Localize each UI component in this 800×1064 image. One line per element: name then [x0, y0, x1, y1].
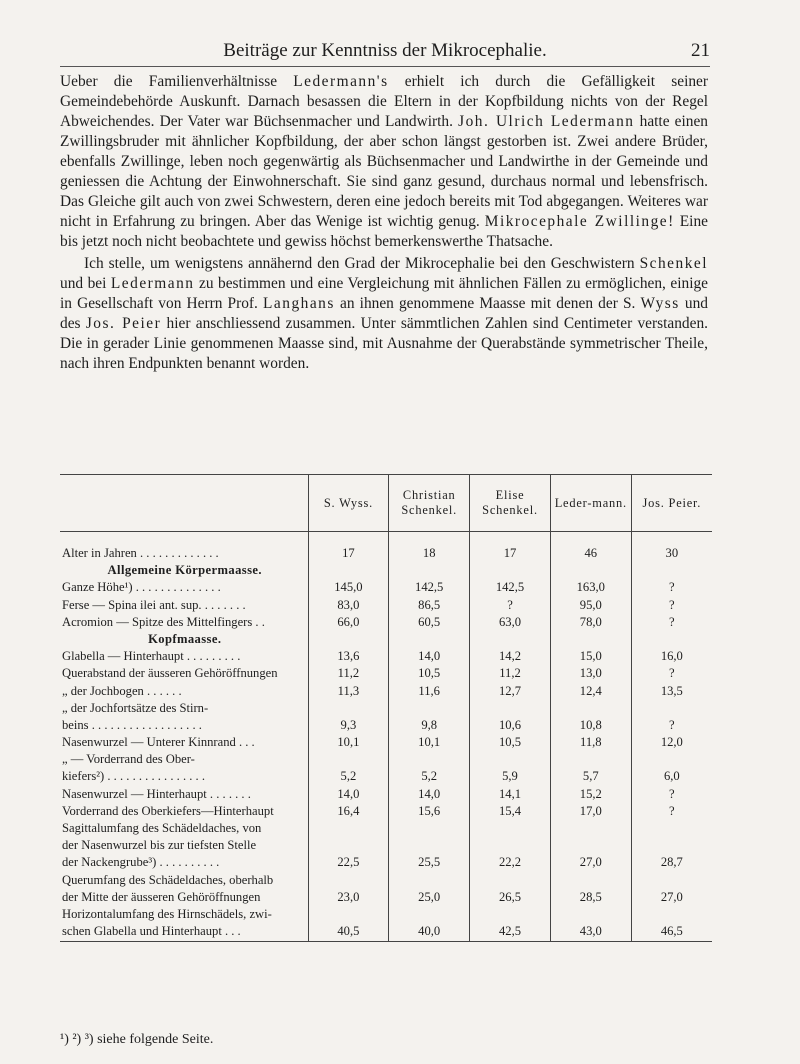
paragraph	[60, 254, 708, 374]
table-cell	[470, 699, 551, 716]
table-cell: 10,1	[308, 733, 389, 750]
table-cell	[550, 870, 631, 887]
row-label: beins . . . . . . . . . . . . . . . . . .	[62, 717, 202, 732]
table-cell: 86,5	[389, 595, 470, 612]
table-cell	[308, 699, 389, 716]
table-header-cell: S. Wyss.	[308, 475, 389, 532]
table-cell: 10,5	[389, 664, 470, 681]
paragraph-text: hatte einen Zwillingsbruder mit ähnlicher Kopfbildung, der aber schon längst gestorben ist. Zwei andere Brüder, ebenfalls Zwillinge, leben noch gegenwärtig als Büchsenmacher und Landwirthe in der Gemeinde und geniessen die Achtung der Einwohnerschaft. Sie sind ganz gesund, durchaus normal und lebensfrisch. Das Gleiche gilt auch von zwei Schwestern, deren eine jedoch bereits mit Tod abgegangen. Weiteres war nicht in Erfahrung zu bringen. Aber das Wenige ist wichtig genug.	[60, 113, 708, 230]
paragraph-text: Ueber die Familienverhältnisse	[60, 73, 294, 90]
row-label: Querabstand der äusseren Gehöröffnungen	[62, 666, 278, 681]
table-cell: 63,0	[470, 613, 551, 630]
table-row	[60, 888, 712, 905]
table-cell: 66,0	[308, 613, 389, 630]
row-label: „ der Jochfortsätze des Stirn-	[62, 700, 209, 715]
table-cell	[389, 630, 470, 647]
table-cell	[470, 630, 551, 647]
paragraph	[60, 72, 708, 252]
table-cell: 6,0	[631, 767, 712, 784]
table-cell	[550, 630, 631, 647]
table-cell	[631, 630, 712, 647]
table-cell: 40,0	[389, 922, 470, 942]
table-cell: 9,3	[308, 716, 389, 733]
table-cell: 12,0	[631, 733, 712, 750]
paragraph-text: Eine bis jetzt noch nicht beobachtete und gewiss höchst bemerkenswerthe Thatsache.	[60, 213, 708, 250]
table-cell	[389, 750, 470, 767]
table-cell: 14,0	[389, 647, 470, 664]
running-title: Beiträge zur Kenntniss der Mikrocephalie.	[223, 40, 547, 61]
spaced-name: Mikrocephale Zwillinge!	[484, 213, 675, 230]
table-cell: 40,5	[308, 922, 389, 942]
paragraph-text: zu bestimmen und eine Vergleichung mit ähnlichen Fällen zu ermöglichen, einige in Gesellschaft von Herrn Prof.	[60, 275, 709, 312]
row-label: Horizontalumfang des Hirnschädels, zwi-	[62, 906, 272, 921]
table-cell: 15,6	[389, 802, 470, 819]
table-cell: 11,3	[308, 681, 389, 698]
table-cell	[308, 819, 389, 836]
table-cell: 83,0	[308, 595, 389, 612]
table-row	[60, 836, 712, 853]
spaced-name: Ledermann	[110, 275, 195, 292]
table-row	[60, 905, 712, 922]
row-label: Glabella — Hinterhaupt . . . . . . . . .	[62, 649, 241, 664]
table-cell: 17	[308, 532, 389, 562]
page-number: 21	[691, 40, 710, 61]
table-cell: 142,5	[389, 578, 470, 595]
table-cell: ?	[631, 784, 712, 801]
section-heading: Allgemeine Körpermaasse.	[107, 563, 262, 578]
table-cell: 78,0	[550, 613, 631, 630]
table-cell: 28,5	[550, 888, 631, 905]
table-cell: 22,5	[308, 853, 389, 870]
measurement-table-wrap	[60, 474, 712, 942]
table-cell: 15,4	[470, 802, 551, 819]
table-cell: 12,7	[470, 681, 551, 698]
paragraph-text: und des	[60, 295, 708, 332]
row-label: kiefers²) . . . . . . . . . . . . . . . .	[62, 769, 205, 784]
table-cell: 22,2	[470, 853, 551, 870]
section-heading: Kopfmaasse.	[148, 631, 222, 646]
table-cell: 17	[470, 532, 551, 562]
table-row	[60, 716, 712, 733]
table-row	[60, 922, 712, 942]
table-cell	[470, 870, 551, 887]
table-cell: 11,2	[308, 664, 389, 681]
table-cell	[389, 699, 470, 716]
table-cell: 13,0	[550, 664, 631, 681]
table-cell: 46,5	[631, 922, 712, 942]
table-row	[60, 613, 712, 630]
table-header-row	[60, 475, 712, 532]
table-cell: 43,0	[550, 922, 631, 942]
row-label: der Nackengrube³) . . . . . . . . . .	[62, 855, 220, 870]
table-row	[60, 870, 712, 887]
table-cell: 46	[550, 532, 631, 562]
table-row	[60, 647, 712, 664]
table-cell	[550, 819, 631, 836]
table-row	[60, 681, 712, 698]
table-cell	[631, 870, 712, 887]
table-cell: 13,6	[308, 647, 389, 664]
table-cell: ?	[470, 595, 551, 612]
table-row	[60, 819, 712, 836]
row-label: Querumfang des Schädeldaches, oberhalb	[62, 872, 274, 887]
table-cell: ?	[631, 802, 712, 819]
table-row	[60, 630, 712, 647]
table-row	[60, 784, 712, 801]
table-cell: ?	[631, 595, 712, 612]
spaced-name: Langhans	[263, 295, 335, 312]
table-header-cell: Leder-mann.	[550, 475, 631, 532]
table-cell: 27,0	[631, 888, 712, 905]
table-cell: 10,1	[389, 733, 470, 750]
table-cell: 14,0	[308, 784, 389, 801]
table-cell: 11,8	[550, 733, 631, 750]
table-cell: 163,0	[550, 578, 631, 595]
table-cell: 30	[631, 532, 712, 562]
table-cell: 14,0	[389, 784, 470, 801]
table-header-cell: Elise Schenkel.	[470, 475, 551, 532]
table-row	[60, 595, 712, 612]
spaced-name: Ledermann's	[293, 73, 389, 90]
table-cell: ?	[631, 664, 712, 681]
row-label: Sagittalumfang des Schädeldaches, von	[62, 821, 262, 835]
table-cell: ?	[631, 578, 712, 595]
spaced-name: Jos. Peier	[85, 315, 162, 332]
table-cell: 11,2	[470, 664, 551, 681]
table-row	[60, 699, 712, 716]
table-row	[60, 578, 712, 595]
table-cell	[631, 836, 712, 853]
table-cell: 9,8	[389, 716, 470, 733]
table-row	[60, 561, 712, 578]
table-cell	[631, 819, 712, 836]
spaced-name: Joh. Ulrich Ledermann	[458, 113, 635, 130]
table-cell: 16,4	[308, 802, 389, 819]
table-cell	[389, 905, 470, 922]
table-cell: 42,5	[470, 922, 551, 942]
spaced-name: Schenkel	[639, 255, 708, 272]
row-label: „ der Jochbogen . . . . . .	[62, 683, 182, 698]
table-row	[60, 802, 712, 819]
table-row	[60, 733, 712, 750]
row-label: Ganze Höhe¹) . . . . . . . . . . . . . .	[62, 580, 221, 595]
table-header-cell: Christian Schenkel.	[389, 475, 470, 532]
table-cell	[550, 699, 631, 716]
table-cell: 27,0	[550, 853, 631, 870]
table-cell	[631, 750, 712, 767]
paragraph-text: Ich stelle, um wenigstens annähernd den Grad der Mikrocephalie bei den Geschwistern	[84, 255, 640, 272]
table-header-label	[60, 475, 308, 532]
table-cell: 18	[389, 532, 470, 562]
table-cell	[308, 561, 389, 578]
table-cell: 142,5	[470, 578, 551, 595]
table-body	[60, 532, 712, 942]
table-cell	[308, 905, 389, 922]
table-cell: ?	[631, 613, 712, 630]
table-row	[60, 750, 712, 767]
table-cell	[631, 699, 712, 716]
row-label: der Mitte der äusseren Gehöröffnungen	[62, 889, 261, 904]
table-row	[60, 767, 712, 784]
table-cell	[550, 905, 631, 922]
table-cell	[550, 561, 631, 578]
table-cell	[550, 750, 631, 767]
table-cell: 11,6	[389, 681, 470, 698]
table-cell: 95,0	[550, 595, 631, 612]
table-cell: 26,5	[470, 888, 551, 905]
table-cell	[308, 870, 389, 887]
table-cell: 14,1	[470, 784, 551, 801]
row-label: „ — Vorderrand des Ober-	[62, 752, 195, 767]
row-label: Ferse — Spina ilei ant. sup. . . . . . . .	[62, 597, 246, 612]
paragraph-text: an ihnen genommene Maasse mit denen der S.	[334, 295, 641, 312]
table-cell: 5,7	[550, 767, 631, 784]
table-cell: 5,2	[389, 767, 470, 784]
table-cell: 25,5	[389, 853, 470, 870]
table-cell: 15,0	[550, 647, 631, 664]
footnote: ¹) ²) ³) siehe folgende Seite.	[60, 1032, 214, 1047]
table-cell	[631, 905, 712, 922]
table-cell: 5,2	[308, 767, 389, 784]
measurement-table	[60, 474, 712, 942]
table-cell	[470, 905, 551, 922]
table-cell	[389, 561, 470, 578]
table-cell: 5,9	[470, 767, 551, 784]
spaced-name: Wyss	[640, 295, 680, 312]
table-header-cell: Jos. Peier.	[631, 475, 712, 532]
table-cell	[389, 870, 470, 887]
table-cell: 60,5	[389, 613, 470, 630]
table-row	[60, 664, 712, 681]
table-cell	[308, 630, 389, 647]
row-label: der Nasenwurzel bis zur tiefsten Stelle	[62, 838, 257, 853]
table-cell	[308, 836, 389, 853]
table-cell	[470, 750, 551, 767]
table-cell	[389, 836, 470, 853]
table-cell: 10,8	[550, 716, 631, 733]
table-cell	[308, 750, 389, 767]
paragraph-text: erhielt ich durch die Gefälligkeit seiner Gemeindebehörde Auskunft. Darnach besassen die Eltern in der Kopfbildung nichts von der Regel Abweichendes. Der Vater war Büchsenmacher und Landwirth.	[60, 73, 708, 130]
running-head	[60, 40, 710, 67]
table-cell: 25,0	[389, 888, 470, 905]
table-cell: 28,7	[631, 853, 712, 870]
table-row	[60, 853, 712, 870]
row-label: schen Glabella und Hinterhaupt . . .	[60, 922, 308, 942]
table-cell: ?	[631, 716, 712, 733]
table-cell	[389, 819, 470, 836]
table-cell: 13,5	[631, 681, 712, 698]
row-label: Vorderrand des Oberkiefers—Hinterhaupt	[62, 803, 274, 818]
table-cell: 12,4	[550, 681, 631, 698]
row-label: Nasenwurzel — Hinterhaupt . . . . . . .	[62, 786, 251, 801]
paragraph-text: und bei	[60, 275, 111, 292]
table-cell	[470, 819, 551, 836]
table-cell: 14,2	[470, 647, 551, 664]
row-label: Alter in Jahren . . . . . . . . . . . . .	[62, 546, 219, 560]
paragraph-text: hier anschliessend zusammen. Unter sämmtlichen Zahlen sind Centimeter verstanden. Die in gerader Linie genommenen Maasse sind, mit Ausnahme der Querabstände symmetrischer Theile, nach ihren Endpunkten benannt worden.	[60, 315, 708, 372]
table-cell: 10,6	[470, 716, 551, 733]
table-cell	[470, 836, 551, 853]
row-label: Nasenwurzel — Unterer Kinnrand . . .	[62, 735, 255, 750]
table-cell	[631, 561, 712, 578]
table-cell: 23,0	[308, 888, 389, 905]
table-cell: 10,5	[470, 733, 551, 750]
table-cell: 16,0	[631, 647, 712, 664]
row-label: Acromion — Spitze des Mittelfingers . .	[62, 614, 265, 629]
table-row	[60, 532, 712, 562]
table-cell: 17,0	[550, 802, 631, 819]
table-cell	[470, 561, 551, 578]
table-cell: 145,0	[308, 578, 389, 595]
table-cell	[550, 836, 631, 853]
table-cell: 15,2	[550, 784, 631, 801]
body-text	[60, 72, 708, 374]
